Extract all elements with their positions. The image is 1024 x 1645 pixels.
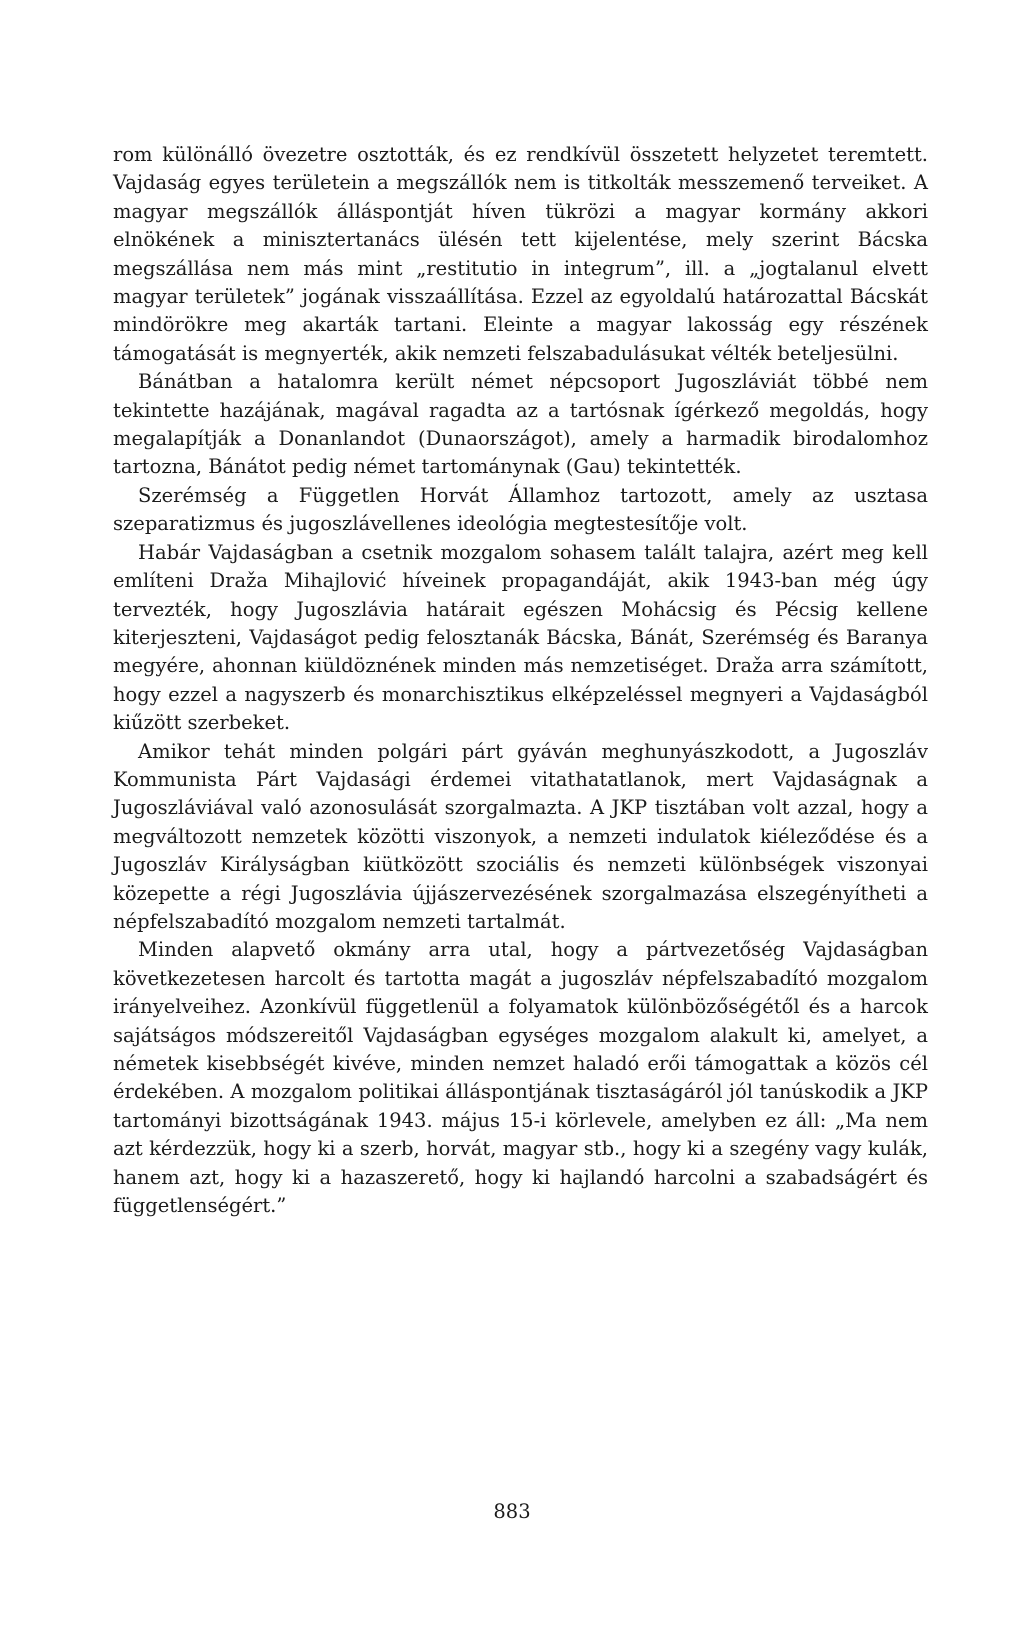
page-number: 883: [493, 1500, 531, 1523]
body-text: [113, 141, 928, 1220]
paragraph-2: Bánátban a hatalomra került német népcsoport Jugoszláviát többé nem tekintette hazájának, magával ragadta az a tartósnak ígérkező megoldás, hogy megalapítják a Donanlandot (Dunaországot), amely a harmadik birodalomhoz tartozna, Bánátot pedig német tartománynak (Gau) tekintették.: [113, 370, 928, 479]
paragraph-5: Amikor tehát minden polgári párt gyáván meghunyászkodott, a Jugoszláv Kommunista Párt Vajdasági érdemei vitathatatlanok, mert Vajdaságnak a Jugoszláviával való azonosulását szorgalmazta. A JKP tisztában volt azzal, hogy a megváltozott nemzetek közötti viszonyok, a nemzeti indulatok kiéleződése és a Jugoszláv Királyságban kiütközött szociális és nemzeti különbségek viszonyai közepette a régi Jugoszlávia újjászervezésének szorgalmazása elszegényítheti a népfelszabadító mozgalom nemzeti tartalmát.: [113, 739, 928, 933]
paragraph-6: Minden alapvető okmány arra utal, hogy a pártvezetőség Vajdaságban következetesen harcolt és tartotta magát a jugoszláv népfelszabadító mozgalom irányelveihez. Azonkívül függetlenül a folyamatok különbözőségétől és a harcok sajátságos módszereitől Vajdaságban egységes mozgalom alakult ki, amelyet, a németek kisebbségét kivéve, minden nemzet haladó erői támogattak a közös cél érdekében. A mozgalom politikai álláspontjának tisztaságáról jól tanúskodik a JKP tartományi bizottságának 1943. május 15-i körlevele, amelyben ez áll: „Ma nem azt kérdezzük, hogy ki a szerb, horvát, magyar stb., hogy ki a szegény vagy kulák, hanem azt, hogy ki a hazaszerető, hogy ki hajlandó harcolni a szabadságért és függetlenségért.”: [113, 938, 928, 1218]
paragraph-1: rom különálló övezetre osztották, és ez rendkívül összetett helyzetet teremtett. Vajdaság egyes területein a megszállók nem is titkolták messzemenő terveiket. A magyar megszállók álláspontját híven tükrözi a magyar kormány akkori elnökének a minisztertanács ülésén tett kijelentése, mely szerint Bácska megszállása nem más mint „restitutio in integrum”, ill. a „jogtalanul elvett magyar területek” jogának visszaállítása. Ezzel az egyoldalú határozattal Bácskát mindörökre meg akarták tartani. Eleinte a magyar lakosság egy részének támogatását is megnyerték, akik nemzeti felszabadulásukat vélték beteljesülni.: [113, 143, 928, 365]
paragraph-4: Habár Vajdaságban a csetnik mozgalom sohasem talált talajra, azért meg kell említeni Draža Mihajlović híveinek propagandáját, akik 1943-ban még úgy tervezték, hogy Jugoszlávia határait egészen Mohácsig és Pécsig kellene kiterjeszteni, Vajdaságot pedig felosztanák Bácska, Bánát, Szerémség és Baranya megyére, ahonnan kiüldöznének minden más nemzetiséget. Draža arra számított, hogy ezzel a nagyszerb és monarchisztikus elképzeléssel megnyeri a Vajdaságból kiűzött szerbeket.: [113, 540, 928, 735]
paragraph-3: Szerémség a Független Horvát Államhoz tartozott, amely az usztasa szeparatizmus és jugoszlávellenes ideológia megtestesítője volt.: [113, 483, 928, 536]
